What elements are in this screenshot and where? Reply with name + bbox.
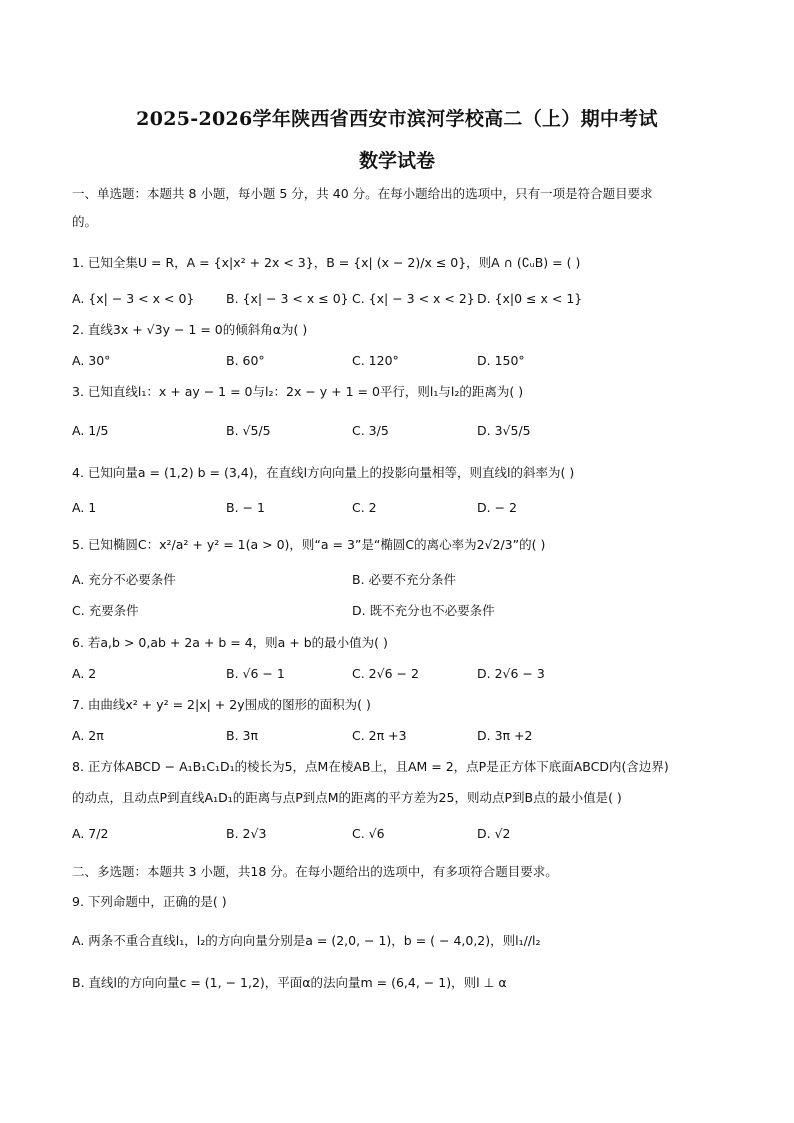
question-4-option-d: D. − 2 <box>477 500 517 515</box>
question-3-option-b: B. √5/5 <box>226 423 271 438</box>
question-9-stem: 9. 下列命题中，正确的是( ) <box>72 894 227 909</box>
question-2-stem: 2. 直线3x + √3y − 1 = 0的倾斜角α为( ) <box>72 322 308 337</box>
question-5-option-a: A. 充分不必要条件 <box>72 572 176 587</box>
question-1-option-a: A. {x| − 3 < x < 0} <box>72 291 195 306</box>
question-9-option-b: B. 直线l的方向向量c = (1, − 1,2)，平面α的法向量m = (6,4, − 1)，则l ⊥ α <box>72 975 507 990</box>
question-8-option-d: D. √2 <box>477 826 511 841</box>
question-2-option-c: C. 120° <box>352 353 399 368</box>
question-1-option-b: B. {x| − 3 < x ≤ 0} <box>226 291 349 306</box>
question-8-stem: 8. 正方体ABCD − A₁B₁C₁D₁的棱长为5，点M在棱AB上，且AM = 2，点P是正方体下底面ABCD内(含边界) <box>72 759 669 774</box>
question-4-option-c: C. 2 <box>352 500 377 515</box>
question-8-option-a: A. 7/2 <box>72 826 109 841</box>
question-8-options <box>72 823 732 845</box>
question-2-option-a: A. 30° <box>72 353 111 368</box>
question-4-options <box>72 497 732 519</box>
question-6-options <box>72 663 732 685</box>
question-5-option-d: D. 既不充分也不必要条件 <box>352 603 495 618</box>
question-7-option-c: C. 2π +3 <box>352 728 407 743</box>
question-4-stem: 4. 已知向量a = (1,2) b = (3,4)，在直线l方向向量上的投影向量相等，则直线l的斜率为( ) <box>72 465 575 480</box>
question-1-option-c: C. {x| − 3 < x < 2} <box>352 291 475 306</box>
exam-title: 2025-2026学年陕西省西安市滨河学校高二（上）期中考试 <box>136 108 658 130</box>
question-6-option-d: D. 2√6 − 3 <box>477 666 545 681</box>
question-8-stem-cont: 的动点，且动点P到直线A₁D₁的距离与点P到点M的距离的平方差为25，则动点P到B点的最小值是( ) <box>72 790 622 805</box>
question-6-option-c: C. 2√6 − 2 <box>352 666 419 681</box>
question-7-option-a: A. 2π <box>72 728 104 743</box>
question-6-option-a: A. 2 <box>72 666 97 681</box>
question-1-options <box>72 288 732 310</box>
question-6-option-b: B. √6 − 1 <box>226 666 285 681</box>
question-3-option-a: A. 1/5 <box>72 423 109 438</box>
question-1-stem: 1. 已知全集U = R，A = {x|x² + 2x < 3}，B = {x| (x − 2)/x ≤ 0}，则A ∩ (∁ᵤB) = ( ) <box>72 255 581 270</box>
section2-heading: 二、多选题：本题共 3 小题，共18 分。在每小题给出的选项中，有多项符合题目要求。 <box>72 864 558 879</box>
question-5-option-c: C. 充要条件 <box>72 603 139 618</box>
question-8-option-c: C. √6 <box>352 826 385 841</box>
question-3-option-c: C. 3/5 <box>352 423 389 438</box>
question-3-option-d: D. 3√5/5 <box>477 423 531 438</box>
question-9-option-a: A. 两条不重合直线l₁，l₂的方向向量分别是a = (2,0, − 1)，b = ( − 4,0,2)，则l₁//l₂ <box>72 933 541 948</box>
question-5-option-b: B. 必要不充分条件 <box>352 572 457 587</box>
question-3-stem: 3. 已知直线l₁：x + ay − 1 = 0与l₂：2x − y + 1 = 0平行，则l₁与l₂的距离为( ) <box>72 384 524 399</box>
question-5-options-row1 <box>72 569 732 591</box>
question-2-options <box>72 350 732 372</box>
question-1-option-d: D. {x|0 ≤ x < 1} <box>477 291 583 306</box>
question-6-stem: 6. 若a,b > 0,ab + 2a + b = 4，则a + b的最小值为( ) <box>72 635 388 650</box>
section1-heading: 一、单选题：本题共 8 小题，每小题 5 分，共 40 分。在每小题给出的选项中，只有一项是符合题目要求 的。 <box>72 186 653 229</box>
question-7-stem: 7. 由曲线x² + y² = 2|x| + 2y围成的图形的面积为( ) <box>72 697 371 712</box>
question-2-option-b: B. 60° <box>226 353 265 368</box>
question-7-option-b: B. 3π <box>226 728 259 743</box>
question-7-options <box>72 725 732 747</box>
question-2-option-d: D. 150° <box>477 353 525 368</box>
question-7-option-d: D. 3π +2 <box>477 728 533 743</box>
question-3-options <box>72 420 732 442</box>
question-4-option-a: A. 1 <box>72 500 97 515</box>
question-5-stem: 5. 已知椭圆C：x²/a² + y² = 1(a > 0)，则“a = 3”是“椭圆C的离心率为2√2/3”的( ) <box>72 537 546 552</box>
question-5-options-row2 <box>72 600 732 622</box>
question-8-option-b: B. 2√3 <box>226 826 267 841</box>
question-4-option-b: B. − 1 <box>226 500 265 515</box>
exam-subtitle: 数学试卷 <box>358 150 435 172</box>
